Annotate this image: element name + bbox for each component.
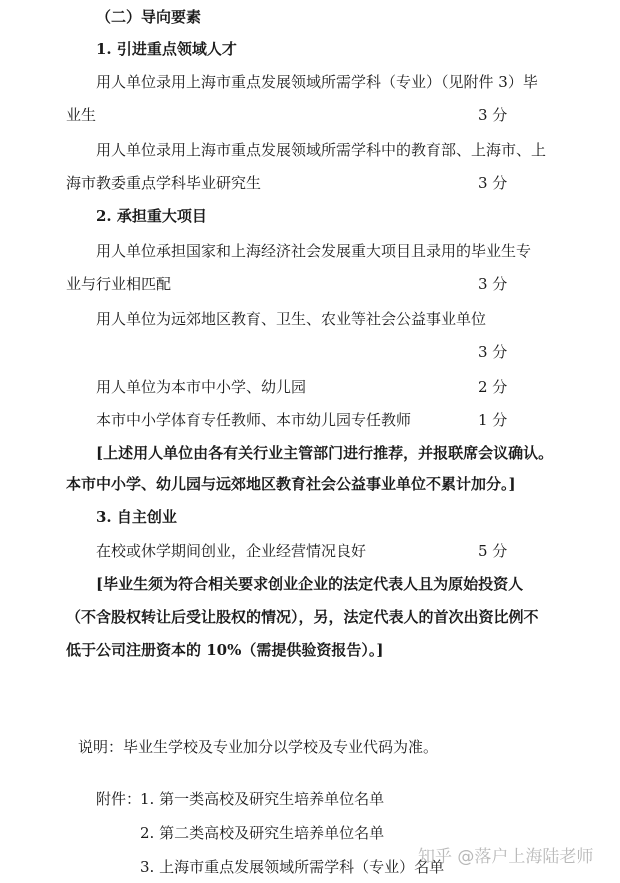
heading-entrepreneurship: 3. 自主创业: [96, 508, 177, 526]
project-item-4-score: 1 分: [478, 411, 508, 429]
section-title: （二）导向要素: [96, 8, 202, 26]
heading-talent: 1. 引进重点领域人才: [96, 40, 237, 58]
project-item-1-line-2: 业与行业相匹配: [66, 275, 172, 293]
attachments-label: 附件：: [96, 790, 142, 808]
entrepreneurship-note-line-2: （不含股权转让后受让股权的情况），另，法定代表人的首次出资比例不: [66, 608, 539, 626]
heading-projects: 2. 承担重大项目: [96, 207, 207, 225]
project-item-3-score: 2 分: [478, 378, 508, 396]
talent-item-1-score: 3 分: [478, 106, 508, 124]
talent-item-2-line-1: 用人单位录用上海市重点发展领域所需学科中的教育部、上海市、上: [96, 141, 547, 159]
project-note-line-1: [上述用人单位由各有关行业主管部门进行推荐，并报联席会议确认。: [96, 444, 554, 462]
talent-item-2-line-2: 海市教委重点学科毕业研究生: [66, 174, 262, 192]
project-item-3-text: 用人单位为本市中小学、幼儿园: [96, 378, 307, 396]
project-note-line-2: 本市中小学、幼儿园与远郊地区教育社会公益事业单位不累计加分。]: [66, 475, 516, 493]
entrepreneurship-item-score: 5 分: [478, 542, 508, 560]
talent-item-1-line-2: 业生: [66, 106, 97, 124]
project-item-2-score: 3 分: [478, 343, 508, 361]
explanation: 说明：毕业生学校及专业加分以学校及专业代码为准。: [78, 738, 439, 756]
attachment-item: 1. 第一类高校及研究生培养单位名单: [140, 790, 385, 808]
project-item-4-text: 本市中小学体育专任教师、本市幼儿园专任教师: [96, 411, 412, 429]
entrepreneurship-note-line-3: 低于公司注册资本的 10%（需提供验资报告）。]: [66, 641, 384, 659]
talent-item-2-score: 3 分: [478, 174, 508, 192]
entrepreneurship-note-line-1: [毕业生须为符合相关要求创业企业的法定代表人且为原始投资人: [96, 575, 524, 593]
attachment-item: 3. 上海市重点发展领域所需学科（专业）名单: [140, 858, 445, 876]
watermark: 知乎 @落户上海陆老师: [418, 847, 594, 867]
project-item-2-text: 用人单位为远郊地区教育、卫生、农业等社会公益事业单位: [96, 310, 487, 328]
talent-item-1-line-1: 用人单位录用上海市重点发展领域所需学科（专业）（见附件 3）毕: [96, 73, 538, 91]
project-item-1-score: 3 分: [478, 275, 508, 293]
entrepreneurship-item-text: 在校或休学期间创业，企业经营情况良好: [96, 542, 367, 560]
attachment-item: 2. 第二类高校及研究生培养单位名单: [140, 824, 385, 842]
project-item-1-line-1: 用人单位承担国家和上海经济社会发展重大项目且录用的毕业生专: [96, 242, 532, 260]
